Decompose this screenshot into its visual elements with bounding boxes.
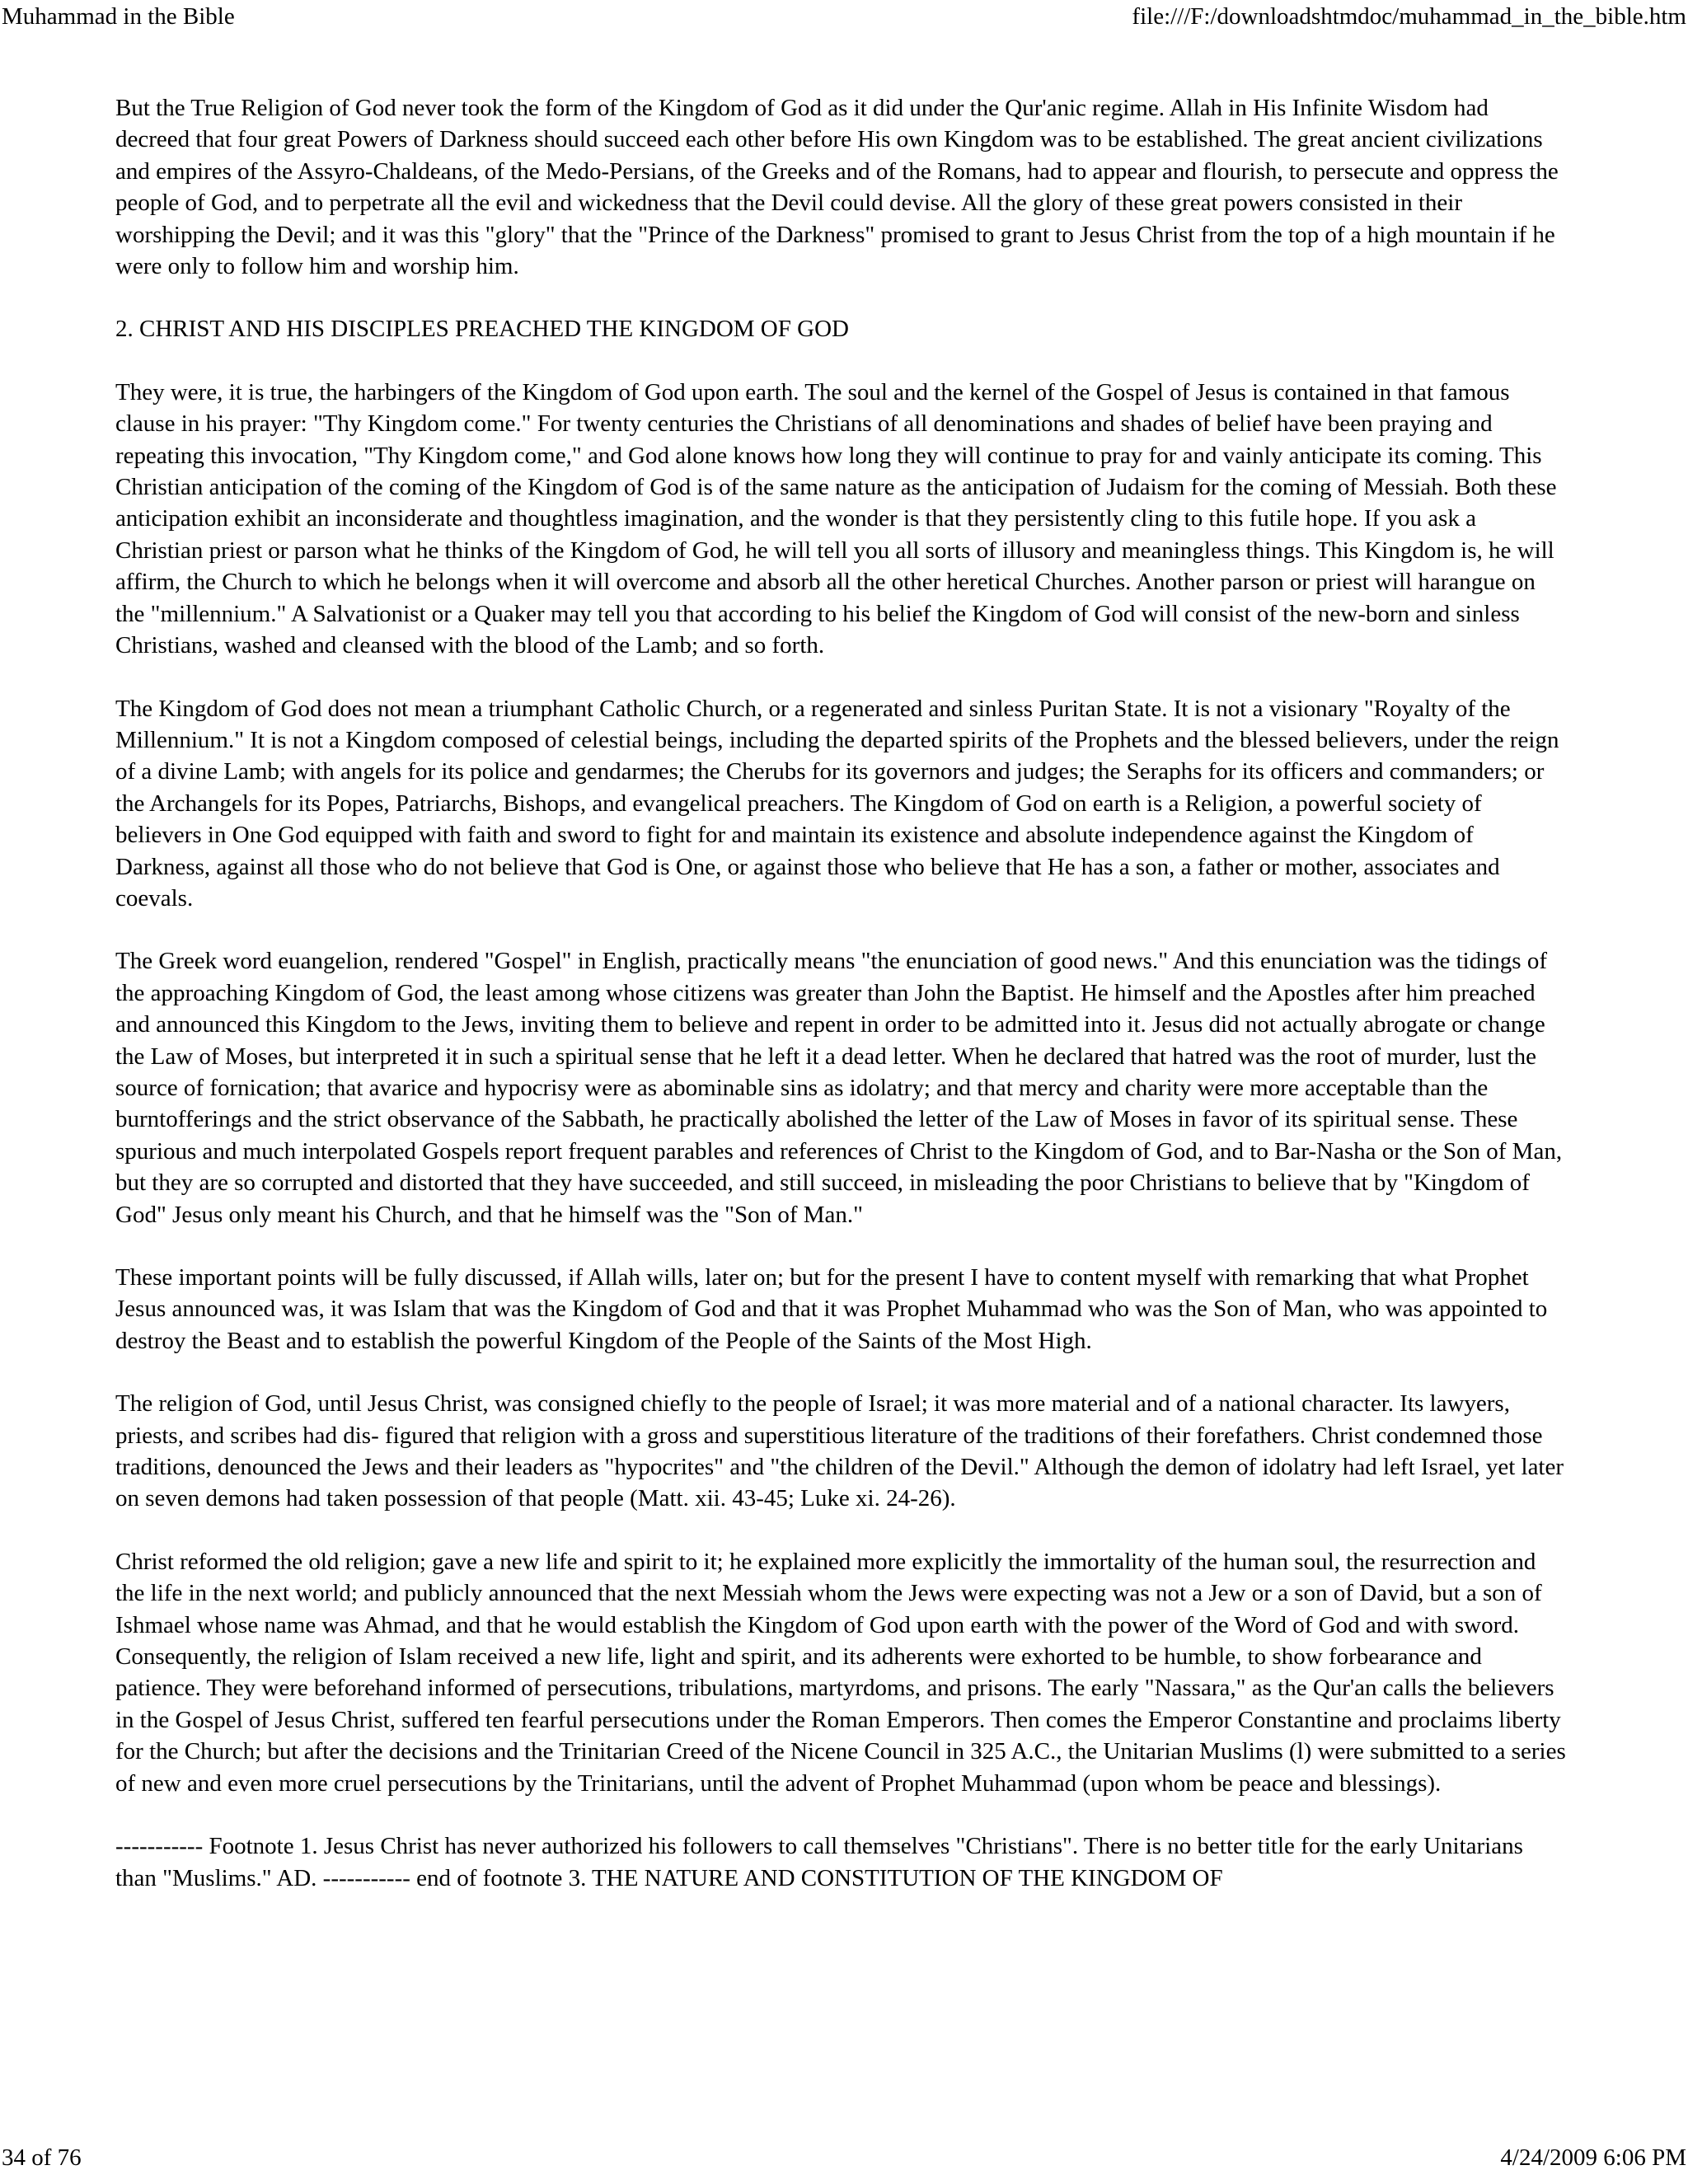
paragraph: The Greek word euangelion, rendered "Gospel" in English, practically means "the enunciation of good news." And this enunciation was the tidings of the approaching Kingdom of God, the least among whose citizens was greater than John the Baptist. He himself and the Apostles after him preached and announced this Kingdom to the Jews, inviting them to believe and repent in order to be admitted into it. Jesus did not actually abrogate or change the Law of Moses, but interpreted it in such a spiritual sense that he left it a dead letter. When he declared that hatred was the root of murder, lust the source of fornication; that avarice and hypocrisy were as abominable sins as idolatry; and that mercy and charity were more acceptable than the burntofferings and the strict observance of the Sabbath, he practically abolished the letter of the Law of Moses in favor of its spiritual sense. These spurious and much interpolated Gospels report frequent parables and references of Christ to the Kingdom of God, and to Bar-Nasha or the Son of Man, but they are so corrupted and distorted that they have succeeded, and still succeed, in misleading the poor Christians to believe that by "Kingdom of God" Jesus only meant his Church, and that he himself was the "Son of Man." <box>115 948 1563 1228</box>
document-title: Muhammad in the Bible <box>2 3 235 30</box>
page-number: 34 of 76 <box>2 2144 82 2171</box>
paragraph: The Kingdom of God does not mean a triumphant Catholic Church, or a regenerated and sinless Puritan State. It is not a visionary "Royalty of the Millennium." It is not a Kingdom composed of celestial beings, including the departed spirits of the Prophets and the blessed believers, under the reign of a divine Lamb; with angels for its police and gendarmes; the Cherubs for its governors and judges; the Seraphs for its officers and commanders; or the Archangels for its Popes, Patriarchs, Bishops, and evangelical preachers. The Kingdom of God on earth is a Religion, a powerful society of believers in One God equipped with faith and sword to fight for and maintain its existence and absolute independence against the Kingdom of Darkness, against all those who do not believe that God is One, or against those who believe that He has a son, a father or mother, associates and coevals. <box>115 695 1559 912</box>
print-datetime: 4/24/2009 6:06 PM <box>1500 2144 1686 2171</box>
paragraph: The religion of God, until Jesus Christ, was consigned chiefly to the people of Israel; it was more material and of a national character. Its lawyers, priests, and scribes had dis- figured that religion with a gross and superstitious literature of the traditions of their forefathers. Christ condemned those traditions, denounced the Jews and their leaders as "hypocrites" and "the children of the Devil." Although the demon of idolatry had left Israel, yet later on seven demons had taken possession of that people (Matt. xii. 43-45; Luke xi. 24-26). <box>115 1390 1564 1512</box>
document-url: file:///F:/downloadshtmdoc/muhammad_in_the_bible.htm <box>1132 3 1686 30</box>
section-heading: 2. CHRIST AND HIS DISCIPLES PREACHED THE KINGDOM OF GOD <box>115 316 849 343</box>
paragraph: Christ reformed the old religion; gave a new life and spirit to it; he explained more explicitly the immortality of the human soul, the resurrection and the life in the next world; and publicly announced that the next Messiah whom the Jews were expecting was not a Jew or a son of David, but a son of Ishmael whose name was Ahmad, and that he would establish the Kingdom of God upon earth with the power of the Word of God and with sword. Consequently, the religion of Islam received a new life, light and spirit, and its adherents were exhorted to be humble, to show forbearance and patience. They were beforehand informed of persecutions, tribulations, martyrdoms, and prisons. The early "Nassara," as the Qur'an calls the believers in the Gospel of Jesus Christ, suffered ten fearful persecutions under the Roman Emperors. Then comes the Emperor Constantine and proclaims liberty for the Church; but after the decisions and the Trinitarian Creed of the Nicene Council in 325 A.C., the Unitarian Muslims (l) were submitted to a series of new and even more cruel persecutions by the Trinitarians, until the advent of Prophet Muhammad (upon whom be peace and blessings). <box>115 1548 1566 1797</box>
document-body <box>115 92 1566 1894</box>
paragraph: These important points will be fully discussed, if Allah wills, later on; but for the present I have to content myself with remarking that what Prophet Jesus announced was, it was Islam that was the Kingdom of God and that it was Prophet Muhammad who was the Son of Man, who was appointed to destroy the Beast and to establish the powerful Kingdom of the People of the Saints of the Most High. <box>115 1264 1548 1354</box>
paragraph: They were, it is true, the harbingers of the Kingdom of God upon earth. The soul and the kernel of the Gospel of Jesus is contained in that famous clause in his prayer: "Thy Kingdom come." For twenty centuries the Christians of all denominations and shades of belief have been praying and repeating this invocation, "Thy Kingdom come," and God alone knows how long they will continue to pray for and vainly anticipate its coming. This Christian anticipation of the coming of the Kingdom of God is of the same nature as the anticipation of Judaism for the coming of Messiah. Both these anticipation exhibit an inconsiderate and thoughtless imagination, and the wonder is that they persistently cling to this futile hope. If you ask a Christian priest or parson what he thinks of the Kingdom of God, he will tell you all sorts of illusory and meaningless things. This Kingdom is, he will affirm, the Church to which he belongs when it will overcome and absorb all the other heretical Churches. Another parson or priest will harangue on the "millennium." A Salvationist or a Quaker may tell you that according to his belief the Kingdom of God will consist of the new-born and sinless Christians, washed and cleansed with the blood of the Lamb; and so forth. <box>115 378 1557 659</box>
paragraph: But the True Religion of God never took the form of the Kingdom of God as it did under the Qur'anic regime. Allah in His Infinite Wisdom had decreed that four great Powers of Darkness should succeed each other before His own Kingdom was to be established. The great ancient civilizations and empires of the Assyro-Chaldeans, of the Medo-Persians, of the Greeks and of the Romans, had to appear and flourish, to persecute and oppress the people of God, and to perpetrate all the evil and wickedness that the Devil could devise. All the glory of these great powers consisted in their worshipping the Devil; and it was this "glory" that the "Prince of the Darkness" promised to grant to Jesus Christ from the top of a high mountain if he were only to follow him and worship him. <box>115 95 1559 280</box>
footnote: ----------- Footnote 1. Jesus Christ has never authorized his followers to call themselves "Christians". There is no better title for the early Unitarians than "Muslims." AD. ----------- end of footnote 3. THE NATURE AND CONSTITUTION OF THE KINGDOM OF <box>115 1833 1523 1891</box>
